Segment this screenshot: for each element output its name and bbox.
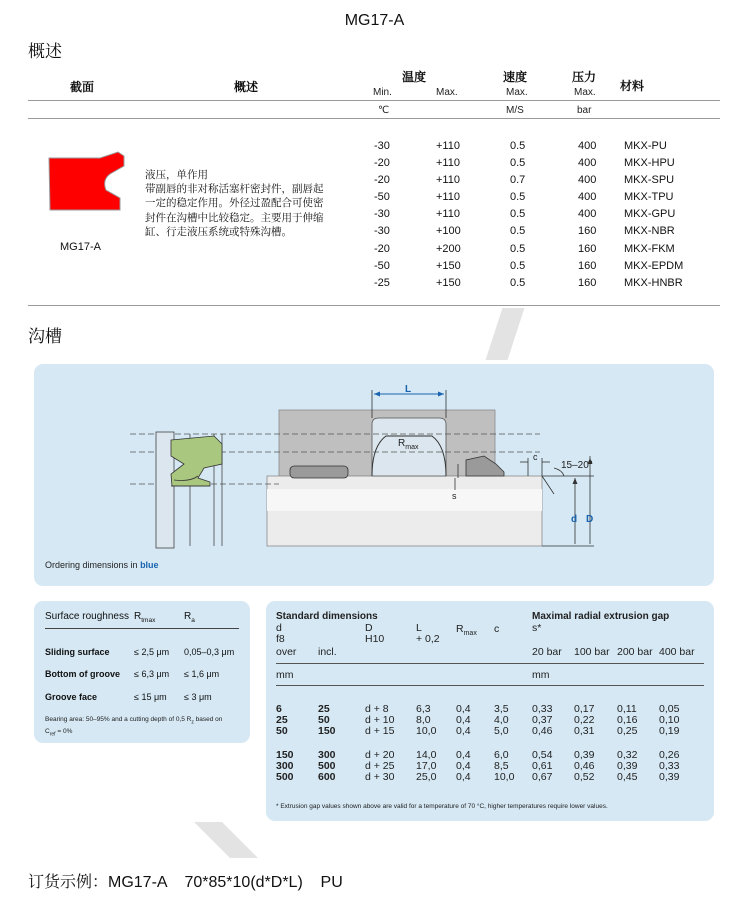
- dim-s-label: s: [452, 491, 457, 501]
- dim-cell-D: d + 30: [365, 771, 395, 783]
- dim-cell-incl: 600: [318, 771, 336, 783]
- dim-cell-over: 6: [276, 703, 282, 715]
- gap-sub: s*: [532, 622, 542, 634]
- material-cell-max: +110: [436, 191, 460, 204]
- dim-cell-incl: 500: [318, 760, 336, 772]
- dim-rule-1: [276, 663, 704, 664]
- material-cell-pressure: 400: [578, 208, 597, 221]
- unit-mm: mm: [276, 669, 294, 681]
- header-pressure: 20 bar: [532, 646, 562, 658]
- material-cell-pressure: 400: [578, 140, 597, 152]
- material-cell-speed: 0.5: [510, 140, 526, 152]
- dim-cell-gap: 0,67: [532, 771, 553, 783]
- groove-drawing-panel: [34, 364, 714, 586]
- standard-dimensions-panel: [266, 601, 714, 821]
- dim-cell-gap: 0,46: [574, 760, 595, 772]
- dim-cell-R: 0,4: [456, 760, 471, 772]
- materials-table: [374, 138, 704, 292]
- dim-cell-gap: 0,10: [659, 714, 680, 726]
- col-description-header: 概述: [234, 80, 259, 94]
- dim-cell-gap: 0,33: [532, 703, 553, 715]
- dim-cell-c: 3,5: [494, 703, 509, 715]
- material-cell-min: -20: [374, 242, 390, 255]
- dim-cell-over: 50: [276, 725, 288, 737]
- material-row: [374, 138, 704, 155]
- dim-cell-c: 8,5: [494, 760, 509, 772]
- dim-cell-c: 6,0: [494, 749, 509, 761]
- col-pressure-max: Max.: [574, 87, 596, 98]
- dim-cell-D: d + 8: [365, 703, 389, 715]
- header-pressure: 400 bar: [659, 646, 695, 658]
- profile-label: MG17-A: [60, 241, 101, 253]
- material-cell-speed: 0.5: [510, 242, 526, 255]
- dim-cell-gap: 0,11: [617, 703, 637, 715]
- description-line: 液压，单作用: [145, 169, 208, 181]
- dim-cell-gap: 0,16: [617, 714, 638, 726]
- surface-note: Bearing area: 50–95% and a cutting depth of 0,5 $R_z$ based on $C_{ref} = 0\%$: [45, 716, 223, 738]
- material-cell-speed: 0.5: [510, 157, 526, 170]
- dim-cell-D: d + 15: [365, 725, 395, 737]
- dim-cell-D: d + 10: [365, 714, 395, 726]
- col-speed-max: Max.: [506, 87, 528, 98]
- surface-row-name: Groove face: [45, 692, 98, 702]
- dim-L-label: L: [405, 384, 412, 395]
- material-cell-max: +100: [436, 225, 461, 238]
- material-cell-max: +110: [436, 174, 460, 187]
- dim-cell-gap: 0,26: [659, 749, 680, 761]
- material-row: [374, 189, 704, 206]
- dim-cell-over: 25: [276, 714, 288, 726]
- material-cell-speed: 0.5: [510, 208, 526, 221]
- material-cell-min: -50: [374, 191, 390, 204]
- dim-cell-gap: 0,45: [617, 771, 638, 783]
- col-temp-max: Max.: [436, 87, 458, 98]
- surface-row-ra: ≤ 1,6 μm: [184, 669, 220, 679]
- header-L: L: [416, 622, 422, 634]
- surface-row-name: Bottom of groove: [45, 669, 120, 679]
- dim-cell-over: 150: [276, 749, 294, 761]
- header-H10: H10: [365, 633, 385, 645]
- material-cell-pressure: 160: [578, 225, 597, 238]
- surface-roughness-panel: [34, 601, 250, 743]
- overview-bottom-rule: [28, 305, 720, 306]
- material-cell-min: -30: [374, 140, 390, 152]
- material-cell-speed: 0.5: [510, 259, 526, 272]
- dim-cell-incl: 300: [318, 749, 336, 761]
- dim-cell-gap: 0,19: [659, 725, 680, 737]
- header-over: over: [276, 646, 297, 658]
- dim-cell-L: 10,0: [416, 725, 437, 737]
- material-cell-material: MKX-HNBR: [624, 276, 683, 289]
- dim-cell-gap: 0,46: [532, 725, 553, 737]
- dim-cell-R: 0,4: [456, 771, 471, 783]
- material-cell-max: +150: [436, 276, 461, 289]
- dimensions-title: Standard dimensions: [276, 611, 378, 622]
- header-c: c: [494, 623, 500, 635]
- material-cell-min: -20: [374, 174, 390, 187]
- description-line: 封件在沟槽中比较稳定。主要用于伸缩: [145, 211, 324, 224]
- header-pressure: 200 bar: [617, 646, 653, 658]
- material-cell-max: +110: [436, 208, 460, 221]
- material-cell-min: -20: [374, 157, 390, 170]
- dim-cell-incl: 50: [318, 714, 330, 726]
- dim-cell-D: d + 20: [365, 749, 395, 761]
- material-cell-material: MKX-PU: [624, 140, 667, 152]
- dim-cell-R: 0,4: [456, 749, 471, 761]
- dim-d-label: d: [571, 514, 578, 525]
- header-rule: [28, 100, 720, 101]
- unit-speed: M/S: [506, 105, 524, 116]
- surface-title: Surface roughness: [45, 611, 129, 622]
- col-temp-min: Min.: [373, 87, 392, 98]
- dim-cell-L: 25,0: [416, 771, 437, 783]
- dim-cell-gap: 0,32: [617, 749, 638, 761]
- material-row: [374, 275, 704, 292]
- col-material-header: 材料: [620, 79, 645, 93]
- header-pressure: 100 bar: [574, 646, 610, 658]
- dim-cell-gap: 0,39: [659, 771, 680, 783]
- surface-row-ra: 0,05–0,3 μm: [184, 647, 235, 657]
- groove-drawing: [34, 364, 714, 586]
- surface-row-name: Sliding surface: [45, 647, 110, 657]
- dim-cell-L: 6,3: [416, 703, 431, 715]
- unit-rule: [28, 118, 720, 119]
- dim-cell-c: 5,0: [494, 725, 509, 737]
- material-cell-min: -50: [374, 259, 390, 272]
- dim-cell-D: d + 25: [365, 760, 395, 772]
- dim-cell-gap: 0,54: [532, 749, 553, 761]
- dim-cell-gap: 0,31: [574, 725, 595, 737]
- header-f8: f8: [276, 633, 285, 645]
- unit-mm-gap: mm: [532, 669, 550, 681]
- material-cell-speed: 0.7: [510, 174, 526, 187]
- dim-cell-L: 8,0: [416, 714, 431, 726]
- material-row: [374, 223, 704, 240]
- dim-cell-over: 300: [276, 760, 294, 772]
- watermark-stripe-bottom: [194, 822, 258, 858]
- material-cell-max: +110: [436, 140, 460, 152]
- header-D: D: [365, 622, 373, 634]
- material-row: [374, 258, 704, 275]
- material-row: [374, 155, 704, 172]
- dim-cell-gap: 0,39: [617, 760, 638, 772]
- material-cell-speed: 0.5: [510, 276, 526, 289]
- material-cell-material: MKX-EPDM: [624, 259, 684, 272]
- description-line: 缸、行走液压系统或特殊沟槽。: [145, 225, 292, 238]
- material-cell-max: +200: [436, 242, 461, 255]
- dim-cell-gap: 0,05: [659, 703, 680, 715]
- material-cell-material: MKX-NBR: [624, 225, 675, 238]
- dim-cell-gap: 0,33: [659, 760, 680, 772]
- dim-R-label: $R_{max}$: [398, 438, 419, 451]
- col-temp-header: 温度: [402, 70, 427, 84]
- order-example: 订货示例：MG17-A 70*85*10(d*D*L) PU: [28, 874, 343, 891]
- material-cell-material: MKX-SPU: [624, 174, 675, 187]
- dim-cell-over: 500: [276, 771, 294, 783]
- dim-cell-incl: 25: [318, 703, 330, 715]
- dim-cell-incl: 150: [318, 725, 336, 737]
- material-cell-max: +110: [436, 157, 460, 170]
- description-line: 一定的稳定作用。外径过盈配合可使密: [145, 197, 324, 210]
- surface-rule: [45, 628, 239, 629]
- material-cell-pressure: 400: [578, 191, 597, 204]
- header-R: $R_{max}$: [456, 623, 477, 638]
- material-cell-speed: 0.5: [510, 225, 526, 238]
- surface-col-rt: $R_{tmax}$: [134, 611, 156, 624]
- material-cell-pressure: 160: [578, 242, 597, 255]
- material-cell-max: +150: [436, 259, 461, 272]
- dim-cell-gap: 0,22: [574, 714, 595, 726]
- material-cell-min: -25: [374, 276, 390, 289]
- surface-row-rt: ≤ 6,3 μm: [134, 669, 170, 679]
- material-cell-material: MKX-TPU: [624, 191, 674, 204]
- surface-row-rt: ≤ 2,5 μm: [134, 647, 170, 657]
- col-pressure-header: 压力: [572, 70, 597, 84]
- material-row: [374, 241, 704, 258]
- dim-cell-gap: 0,61: [532, 760, 553, 772]
- dim-c-label: c: [533, 452, 538, 462]
- unit-pressure: bar: [577, 105, 592, 116]
- surface-row-ra: ≤ 3 μm: [184, 692, 212, 702]
- col-speed-header: 速度: [503, 70, 528, 84]
- dimensions-footnote: * Extrusion gap values shown above are valid for a temperature of 70 °C, higher temperatures require lower values.: [276, 803, 608, 810]
- angle-label: 15–20°: [561, 460, 593, 471]
- material-cell-min: -30: [374, 225, 390, 238]
- col-section-header: 截面: [70, 80, 95, 94]
- description-line: 带副唇的非对称活塞杆密封件，副唇起: [145, 183, 324, 196]
- groove-heading: 沟槽: [28, 327, 62, 346]
- material-row: [374, 172, 704, 189]
- seal-profile-icon: [44, 148, 128, 212]
- overview-heading: 概述: [28, 42, 62, 61]
- surface-row-rt: ≤ 15 μm: [134, 692, 167, 702]
- page-title: MG17-A: [344, 12, 405, 29]
- header-L-tol: + 0,2: [416, 633, 440, 645]
- watermark-stripe-top: [486, 308, 525, 360]
- dim-cell-R: 0,4: [456, 725, 471, 737]
- seal-description: [145, 168, 350, 239]
- dim-cell-R: 0,4: [456, 714, 471, 726]
- unit-temp: ℃: [378, 105, 390, 116]
- dim-cell-gap: 0,37: [532, 714, 553, 726]
- material-cell-material: MKX-FKM: [624, 242, 675, 255]
- material-cell-material: MKX-HPU: [624, 157, 675, 170]
- dim-rule-2: [276, 685, 704, 686]
- dim-cell-gap: 0,17: [574, 703, 595, 715]
- dim-cell-L: 17,0: [416, 760, 437, 772]
- material-cell-min: -30: [374, 208, 390, 221]
- material-row: [374, 206, 704, 223]
- gap-title: Maximal radial extrusion gap: [532, 611, 670, 622]
- material-cell-pressure: 160: [578, 276, 597, 289]
- dim-cell-gap: 0,25: [617, 725, 638, 737]
- material-cell-pressure: 160: [578, 259, 597, 272]
- material-cell-pressure: 400: [578, 157, 597, 170]
- dim-D-label: D: [586, 514, 594, 525]
- material-cell-speed: 0.5: [510, 191, 526, 204]
- material-cell-pressure: 400: [578, 174, 597, 187]
- dim-cell-gap: 0,52: [574, 771, 595, 783]
- dim-cell-L: 14,0: [416, 749, 437, 761]
- surface-col-ra: $R_a$: [184, 611, 195, 624]
- ordering-note: Ordering dimensions in blue: [45, 560, 159, 570]
- material-cell-material: MKX-GPU: [624, 208, 676, 221]
- header-incl: incl.: [318, 646, 337, 658]
- header-d: d: [276, 622, 282, 634]
- dim-cell-c: 10,0: [494, 771, 515, 783]
- dim-cell-R: 0,4: [456, 703, 471, 715]
- dim-cell-c: 4,0: [494, 714, 509, 726]
- dim-cell-gap: 0,39: [574, 749, 595, 761]
